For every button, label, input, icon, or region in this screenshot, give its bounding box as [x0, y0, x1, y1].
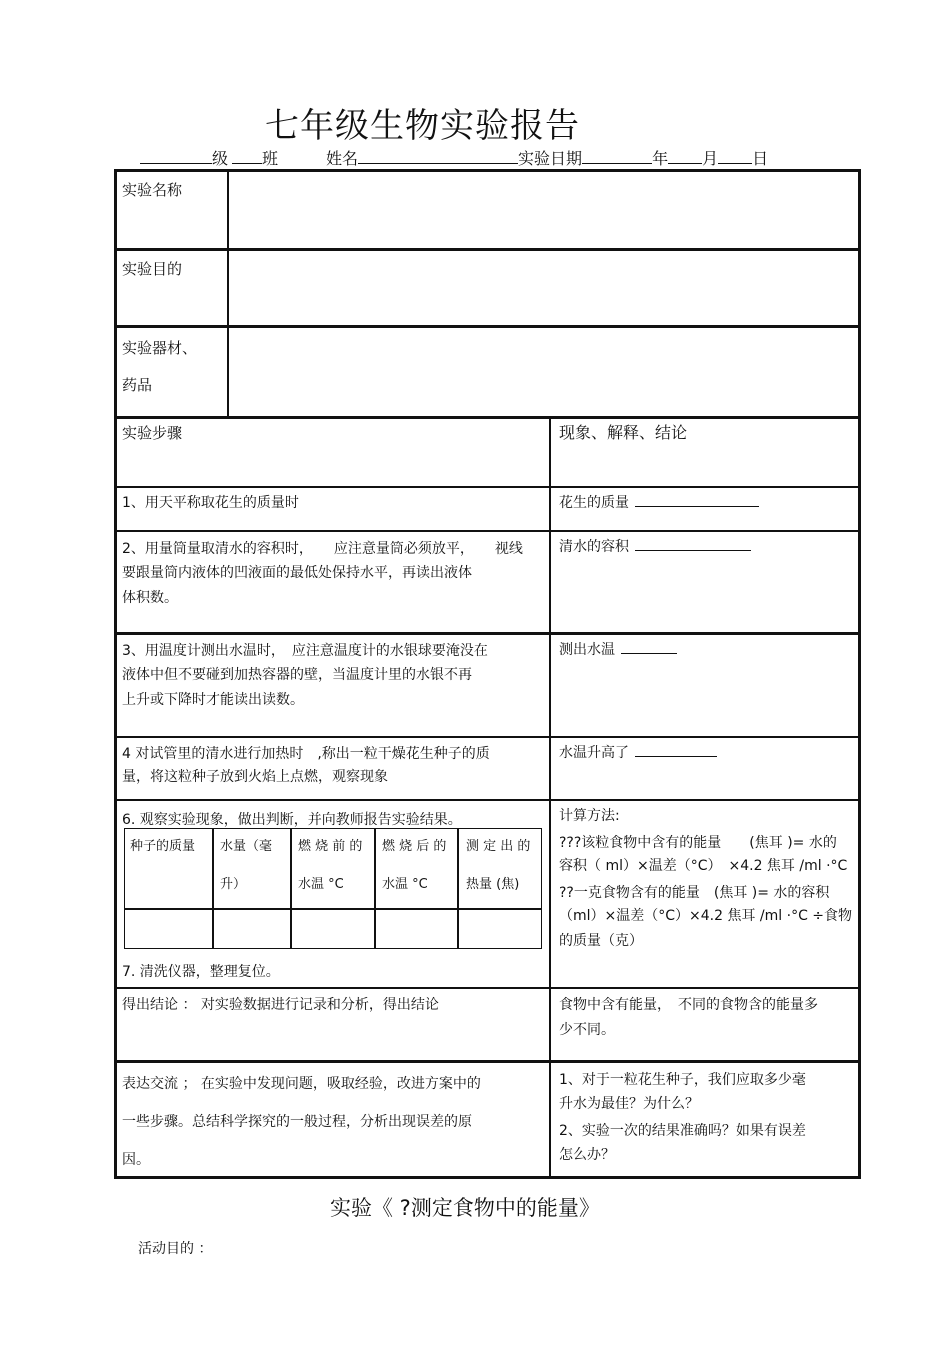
question-1-line1: 1、对于一粒花生种子，我们应取多少毫 [559, 1072, 806, 1088]
year-blank[interactable] [582, 149, 652, 164]
col-temp-after-b: 水温 °C [382, 877, 428, 892]
question-2-line2: 怎么办？ [559, 1147, 615, 1163]
water-volume-field: 清水的容积 [559, 535, 751, 559]
water-temperature-field: 测出水温 [559, 638, 677, 662]
temperature-rise-field: 水温升高了 [559, 741, 717, 765]
question-2-line1: 2、实验一次的结果准确吗？如果有误差 [559, 1123, 806, 1139]
step-4-line1: 4 对试管里的清水进行加热时 ,称出一粒干燥花生种子的质 [122, 746, 490, 762]
communication-line3: 因。 [122, 1152, 150, 1168]
step-1: 1、用天平称取花生的质量时 [122, 495, 299, 511]
year-label: 年 [652, 149, 669, 168]
row-divider [114, 736, 861, 738]
inner-col-divider [457, 828, 459, 949]
col-seed-mass: 种子的质量 [130, 839, 196, 854]
header-info-line [140, 146, 768, 169]
name-label: 姓名 [326, 149, 359, 168]
page-title: 七年级生物实验报告 [265, 106, 580, 146]
conclusion-result-line2: 少不同。 [559, 1022, 615, 1038]
step-3-line1: 3、用温度计测出水温时， 应注意温度计的水银球要淹没在 [122, 643, 488, 659]
col-temp-after-a: 燃 烧 后 的 [382, 839, 447, 854]
grade-label: 级 [212, 149, 229, 168]
equipment-label-line2: 药品 [122, 376, 153, 394]
step-3-line2: 液体中但不要碰到加热容器的壁，当温度计里的水银不再 [122, 667, 472, 683]
inner-col-divider [212, 828, 214, 949]
grade-blank[interactable] [140, 149, 212, 164]
row-divider [114, 486, 861, 488]
inner-col-divider [374, 828, 376, 949]
cell-temp-after[interactable] [377, 911, 456, 947]
row-divider [114, 530, 861, 532]
calc-line-4: （ml）×温差（°C）×4.2 焦耳 /ml ·°C ÷食物 [559, 908, 853, 924]
step-7: 7. 清洗仪器，整理复位。 [122, 964, 280, 980]
cell-water-volume[interactable] [215, 911, 289, 947]
col-temp-before-a: 燃 烧 前 的 [298, 839, 363, 854]
month-label: 月 [702, 149, 719, 168]
communication-line1: 表达交流 ； 在实验中发现问题，吸取经验，改进方案中的 [122, 1076, 481, 1092]
results-header: 现象、解释、结论 [559, 423, 688, 442]
step-3-line3: 上升或下降时才能读出读数。 [122, 692, 304, 708]
row-divider [114, 1060, 861, 1063]
step-2-line2: 要跟量筒内液体的凹液面的最低处保持水平，再读出液体 [122, 565, 472, 581]
conclusion-result-line1: 食物中含有能量， 不同的食物含的能量多 [559, 997, 818, 1013]
section-title: 实验《 ?测定食物中的能量》 [330, 1196, 600, 1220]
cell-temp-before[interactable] [293, 911, 373, 947]
experiment-purpose-label: 实验目的 [122, 260, 183, 278]
inner-col-divider [290, 828, 292, 949]
class-label: 班 [262, 149, 279, 168]
date-label: 实验日期 [518, 149, 583, 168]
col-temp-before-b: 水温 °C [298, 877, 344, 892]
col-water-volume-b: 升） [220, 877, 247, 892]
day-blank[interactable] [718, 149, 752, 164]
col-water-volume-a: 水量（毫 [220, 839, 273, 854]
cell-heat[interactable] [460, 911, 540, 947]
col-heat-a: 测 定 出 的 [466, 839, 531, 854]
experiment-purpose-field[interactable] [232, 253, 854, 323]
equipment-field[interactable] [232, 330, 854, 414]
cell-seed-mass[interactable] [126, 911, 211, 947]
column-divider [549, 417, 551, 1179]
peanut-mass-field: 花生的质量 [559, 491, 759, 515]
calc-line-1: ???该粒食物中含有的能量 (焦耳 )= 水的 [559, 835, 837, 851]
communication-line2: 一些步骤。总结科学探究的一般过程，分析出现误差的原 [122, 1114, 472, 1130]
col-heat-b: 热量 (焦) [466, 877, 520, 892]
row-divider [114, 799, 861, 801]
calc-title: 计算方法: [559, 808, 620, 824]
calc-line-2: 容积（ ml）×温差（°C） ×4.2 焦耳 /ml ·°C [559, 858, 848, 874]
class-blank[interactable] [232, 149, 262, 164]
step-2-line3: 体积数。 [122, 590, 178, 606]
name-blank[interactable] [358, 149, 518, 164]
steps-header: 实验步骤 [122, 424, 183, 442]
equipment-label-line1: 实验器材、 [122, 339, 198, 357]
month-blank[interactable] [668, 149, 702, 164]
row-divider [114, 987, 861, 989]
column-divider [227, 169, 229, 417]
question-1-line2: 升水为最佳？为什么？ [559, 1096, 699, 1112]
experiment-name-label: 实验名称 [122, 181, 183, 199]
experiment-name-field[interactable] [232, 174, 854, 244]
activity-purpose-label: 活动目的 ： [138, 1241, 213, 1257]
row-divider [114, 632, 861, 635]
calc-line-5: 的质量（克） [559, 933, 643, 949]
step-4-line2: 量，将这粒种子放到火焰上点燃，观察现象 [122, 769, 388, 785]
calc-line-3: ??一克食物含有的能量 (焦耳 )= 水的容积 [559, 885, 830, 901]
conclusion-text: 得出结论 ： 对实验数据进行记录和分析，得出结论 [122, 997, 439, 1013]
step-6: 6. 观察实验现象，做出判断，并向教师报告实验结果。 [122, 812, 462, 828]
day-label: 日 [752, 149, 769, 168]
step-2-line1: 2、用量筒量取清水的容积时， 应注意量筒必须放平， 视线 [122, 541, 523, 557]
inner-row-divider [124, 908, 542, 910]
